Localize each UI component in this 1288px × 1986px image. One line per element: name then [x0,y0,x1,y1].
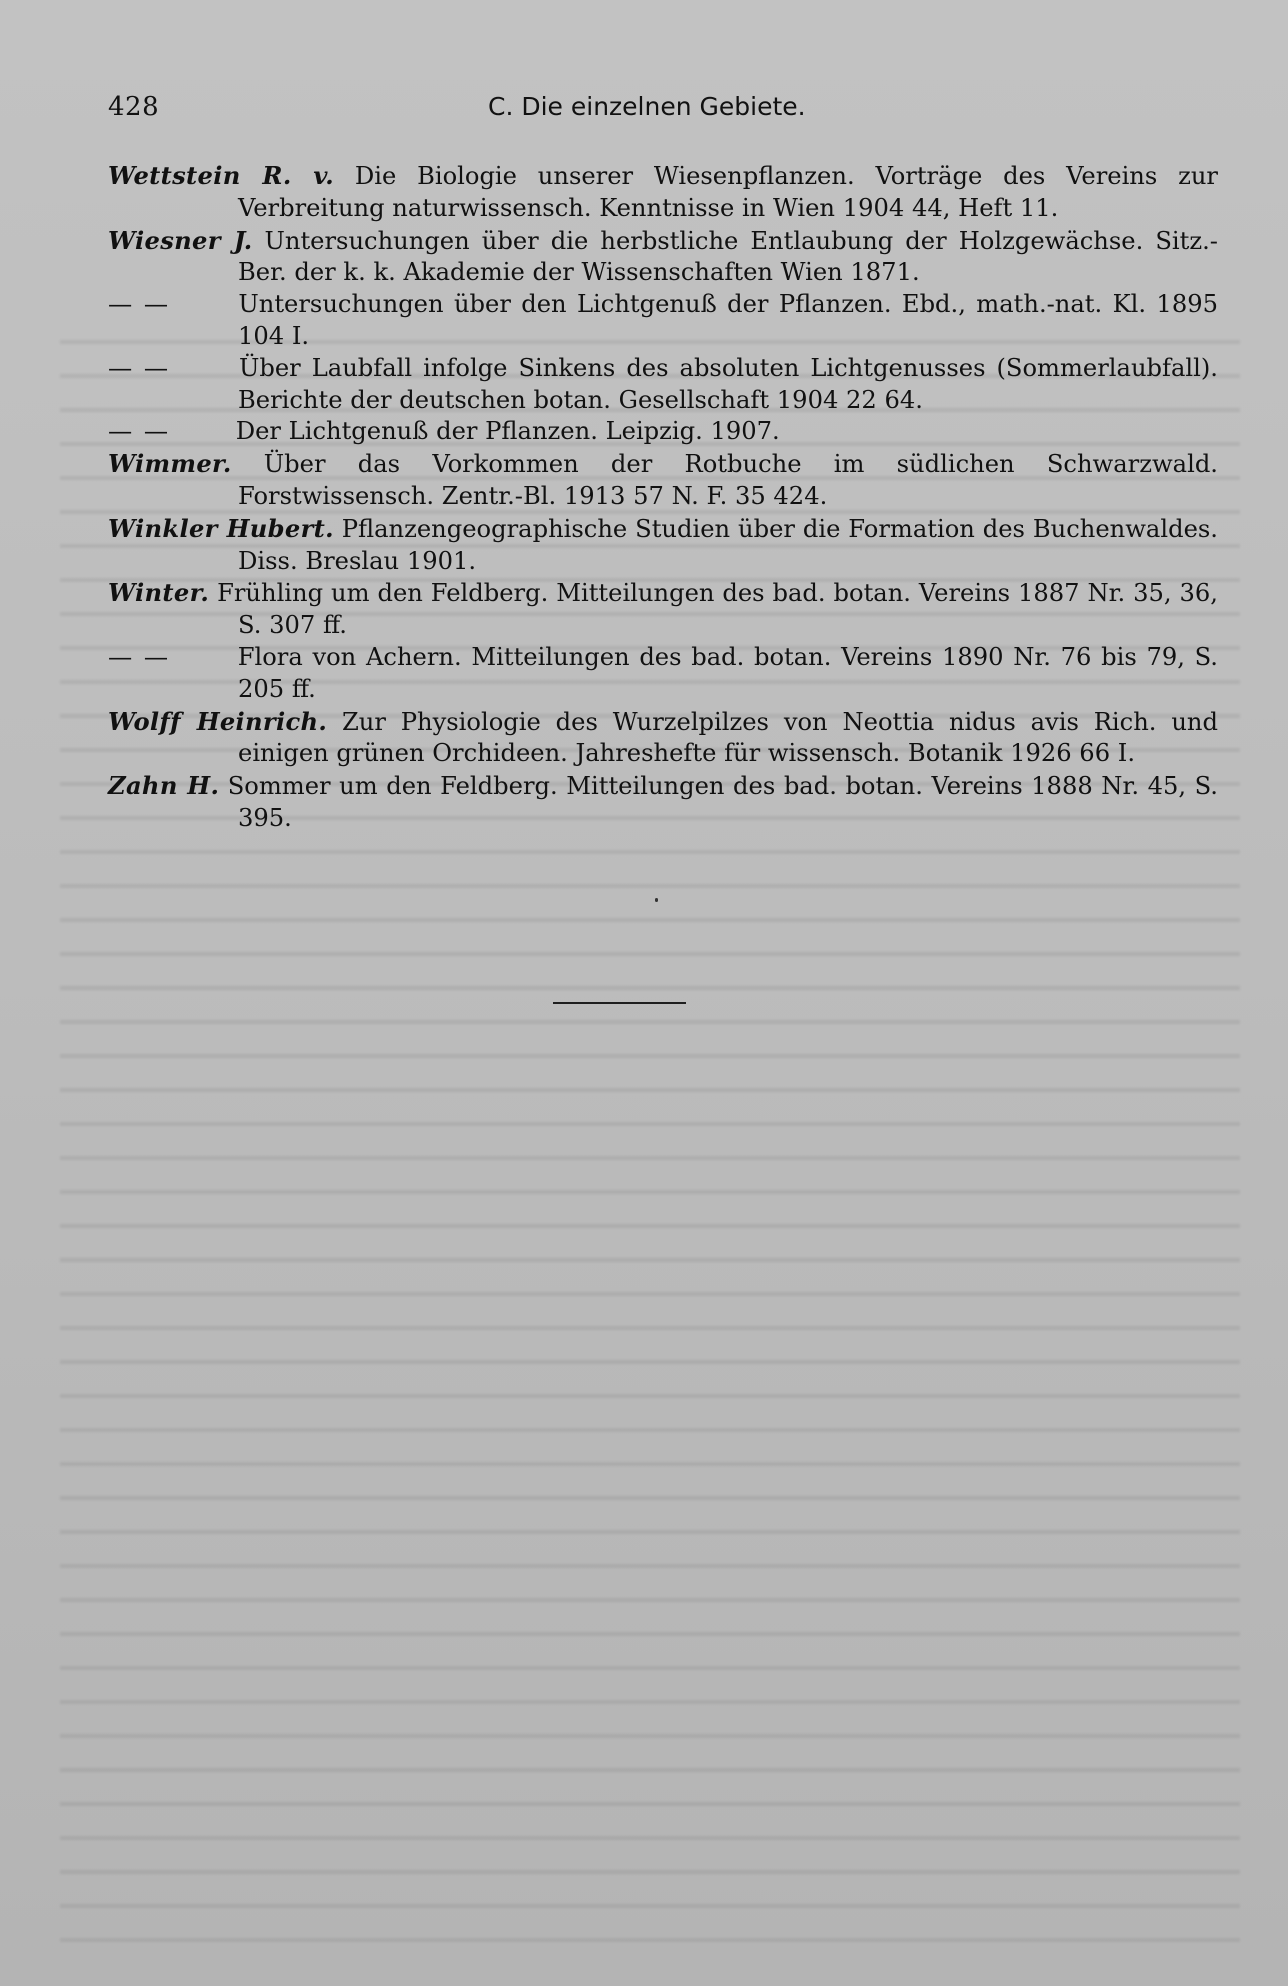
entry-author: Wiesner J. [108,225,253,255]
entry-author: Winter. [108,578,210,608]
entry-text: Untersuchungen über die herbstliche Entlaubung der Holzgewächse. Sitz.-Ber. der k. k. Akademie der Wissenschaften Wien 1871. [238,226,1218,287]
ditto-dash: — — [108,417,171,446]
entry-text: Über Laubfall infolge Sinkens des absoluten Lichtgenusses (Sommerlaubfall). Berichte der deutschen botan. Gesellschaft 1904 22 64. [238,353,1218,414]
ditto-dash: — — [108,353,171,382]
ditto-dash: — — [108,642,171,671]
bibliography-entry [108,289,1218,353]
entry-text: Untersuchungen über den Lichtgenuß der Pflanzen. Ebd., math.-nat. Kl. 1895 104 I. [238,290,1218,350]
entry-text: Der Lichtgenuß der Pflanzen. Leipzig. 1907. [235,417,780,446]
running-head: C. Die einzelnen Gebiete. [488,92,806,121]
entry-text: Pflanzengeographische Studien über die Formation des Buchenwaldes. Diss. Breslau 1901. [238,514,1218,575]
bibliography-entry [108,416,1218,448]
bibliography-entry [108,577,1218,642]
entry-author: Wolff Heinrich. [108,706,328,736]
bibliography-entry [108,513,1218,578]
entry-text: Sommer um den Feldberg. Mitteilungen des bad. botan. Vereins 1888 Nr. 45, S. 395. [227,772,1218,832]
page-header [108,92,1212,132]
bibliography-entry [108,706,1218,771]
entry-author: Wettstein R. v. [108,161,335,190]
bibliography-entry [108,225,1218,290]
entry-text: Frühling um den Feldberg. Mitteilungen des bad. botan. Vereins 1887 Nr. 35, 36, S. 307 ff. [217,579,1218,640]
entry-text: Flora von Achern. Mitteilungen des bad. botan. Vereins 1890 Nr. 76 bis 79, S. 205 ff. [237,642,1218,703]
bibliography-entry [108,642,1218,706]
entry-author: Wimmer. [108,449,232,479]
ink-speck [655,898,658,902]
page-number: 428 [108,92,160,122]
entry-author: Zahn H. [108,771,220,801]
ditto-dash: — — [108,290,171,319]
entry-author: Winkler Hubert. [108,513,334,543]
entry-text: Zur Physiologie des Wurzelpilzes von Neottia nidus avis Rich. und einigen grünen Orchideen. Jahreshefte für wissensch. Botanik 1926 66 I. [238,707,1218,768]
bibliography-entry [108,770,1218,835]
bibliography-entry [108,160,1218,225]
bibliography-list [108,160,1218,835]
entry-text: Die Biologie unserer Wiesenpflanzen. Vorträge des Vereins zur Verbreitung naturwissensch. Kenntnisse in Wien 1904 44, Heft 11. [238,162,1218,222]
bibliography-entry [108,353,1218,417]
section-end-rule [553,1002,686,1004]
bibliography-entry [108,448,1218,513]
entry-text: Über das Vorkommen der Rotbuche im südlichen Schwarzwald. Forstwissensch. Zentr.-Bl. 1913 57 N. F. 35 424. [238,450,1218,510]
